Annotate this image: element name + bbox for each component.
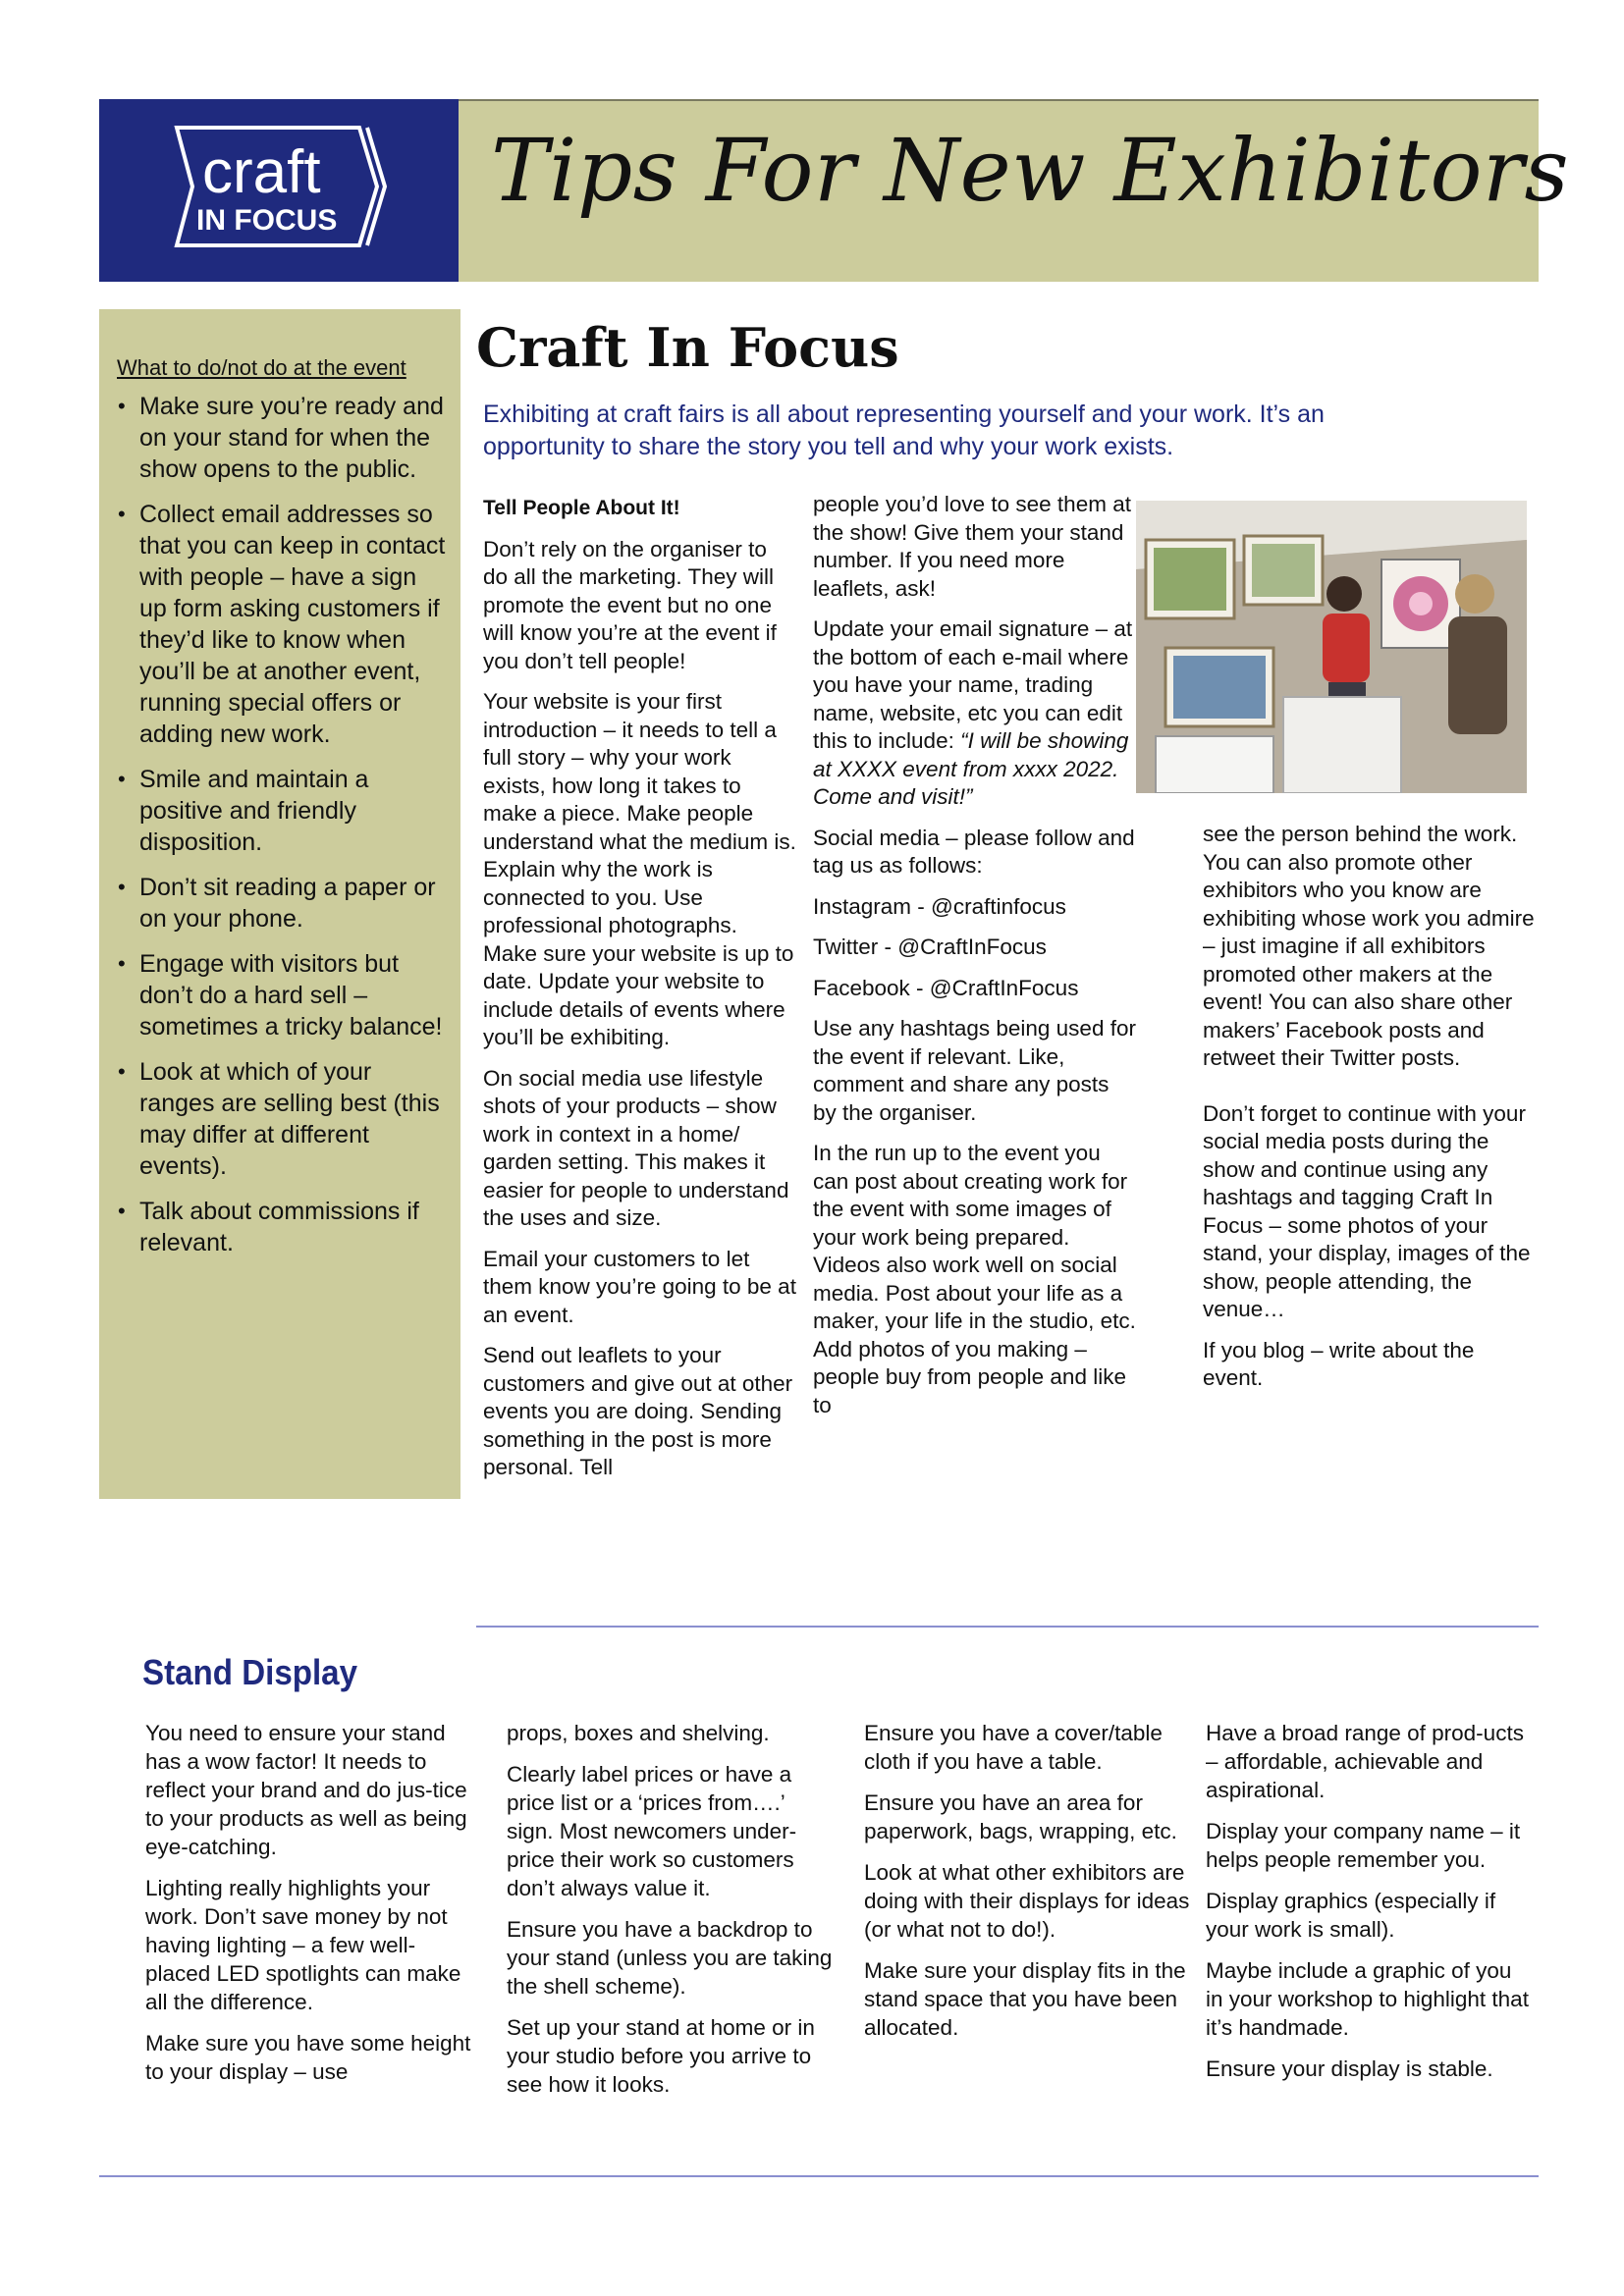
paragraph: Use any hashtags being used for the event if relevant. Like, comment and share any posts by the organiser. xyxy=(813,1016,1136,1125)
paragraph: You need to ensure your stand has a wow factor! It needs to reflect your brand and do jus-tice to your products as well as being eye-catching. xyxy=(145,1721,467,1859)
article-column-2 xyxy=(813,491,1137,1432)
paragraph: Ensure you have a backdrop to your stand (unless you are taking the shell scheme). xyxy=(507,1917,833,1999)
twitter-handle: Twitter - @CraftInFocus xyxy=(813,934,1047,959)
signature-example: “I will be showing at XXXX event from xxxx 2022. Come and visit!” xyxy=(813,728,1129,809)
paragraph: Ensure you have a cover/table cloth if you have a table. xyxy=(864,1721,1163,1774)
article-intro: Exhibiting at craft fairs is all about representing yourself and your work. It’s an opportunity to share the story you tell and why your work exists. xyxy=(483,400,1325,460)
paragraph: props, boxes and shelving. xyxy=(507,1721,770,1745)
article-column-1 xyxy=(483,495,797,1495)
top-divider xyxy=(459,99,1539,101)
paragraph: If you blog – write about the event. xyxy=(1203,1337,1475,1390)
sidebar-tip: • Look at which of your ranges are selling best (this may differ at different events). xyxy=(116,1056,446,1182)
email-signature-paragraph xyxy=(813,615,1137,812)
paragraph: Don’t forget to continue with your social media posts during the show and continue using any hashtags and tagging Craft In Focus – some photos of your stand, your display, images of the show, people attending, the venue… xyxy=(1203,1100,1531,1321)
stand-column-3 xyxy=(864,1719,1193,2055)
sidebar-tip: • Make sure you’re ready and on your stand for when the show opens to the public. xyxy=(116,391,446,485)
paragraph: Display your company name – it helps people remember you. xyxy=(1206,1819,1521,1872)
instagram-handle: Instagram - @craftinfocus xyxy=(813,893,1066,919)
footer-divider xyxy=(99,2175,1539,2177)
article-column-3 xyxy=(1203,821,1537,1406)
craft-in-focus-logo xyxy=(167,120,391,253)
stand-column-4 xyxy=(1206,1719,1535,2096)
stand-display-heading: Stand Display xyxy=(142,1652,358,1692)
section-divider xyxy=(476,1626,1539,1628)
paragraph: Clearly label prices or have a price list or a ‘prices from….’ sign. Most newcomers under-price their work so customers don’t always value it. xyxy=(507,1762,797,1900)
paragraph: Maybe include a graphic of you in your workshop to highlight that it’s handmade. xyxy=(1206,1958,1529,2040)
stand-column-1 xyxy=(145,1719,474,2099)
article-heading: Craft In Focus xyxy=(476,316,899,379)
paragraph: Display graphics (especially if your work is small). xyxy=(1206,1889,1496,1942)
paragraph: Don’t rely on the organiser to do all the marketing. They will promote the event but no one will know you’re at the event if you don’t tell people! xyxy=(483,536,777,673)
paragraph: Make sure your display fits in the stand space that you have been allocated. xyxy=(864,1958,1186,2040)
stand-column-2 xyxy=(507,1719,836,2111)
logo-text-in-focus: IN FOCUS xyxy=(196,204,338,237)
article-subheading: Tell People About It! xyxy=(483,497,680,519)
paragraph: Ensure your display is stable. xyxy=(1206,2056,1493,2081)
sidebar-tip: • Don’t sit reading a paper or on your phone. xyxy=(116,872,446,934)
paragraph-text: Update your email signature – at the bottom of each e-mail where you have your name, trading name, website, etc you can edit this to include: xyxy=(813,616,1133,753)
sidebar-tip: • Smile and maintain a positive and friendly disposition. xyxy=(116,764,446,858)
exhibition-photo xyxy=(1136,501,1527,793)
paragraph: Look at what other exhibitors are doing with their displays for ideas (or what not to do!). xyxy=(864,1860,1190,1942)
paragraph: see the person behind the work. You can also promote other exhibitors who you know are exhibiting whose work you admire – just imagine if all exhibitors promoted other makers at the event! You can also share other makers’ Facebook posts and retweet their Twitter posts. xyxy=(1203,822,1535,1070)
sidebar-tip: • Engage with visitors but don’t do a hard sell – sometimes a tricky balance! xyxy=(116,948,446,1042)
logo-text-craft: craft xyxy=(202,138,321,206)
paragraph: Send out leaflets to your customers and give out at other events you are doing. Sending something in the post is more personal. Tell xyxy=(483,1343,793,1479)
sidebar-tip: • Collect email addresses so that you can keep in contact with people – have a sign up form asking customers if they’d like to know when you’ll be at another event, running special offers or adding new work. xyxy=(116,499,446,750)
facebook-handle: Facebook - @CraftInFocus xyxy=(813,975,1079,1000)
page-title: Tips For New Exhibitors xyxy=(491,120,1570,221)
paragraph: Set up your stand at home or in your studio before you arrive to see how it looks. xyxy=(507,2015,815,2097)
paragraph: Have a broad range of prod-ucts – affordable, achievable and aspirational. xyxy=(1206,1721,1524,1802)
paragraph: Ensure you have an area for paperwork, bags, wrapping, etc. xyxy=(864,1790,1177,1843)
sidebar-tip: • Talk about commissions if relevant. xyxy=(116,1196,446,1258)
paragraph: Lighting really highlights your work. Don’t save money by not having lighting – a few well-placed LED spotlights can make all the difference. xyxy=(145,1876,461,2014)
sidebar-heading: What to do/not do at the event xyxy=(117,355,406,380)
paragraph: Your website is your first introduction – it needs to tell a full story – why your work exists, how long it takes to make a piece. Make people understand what the medium is. Explain why the work is connected to you. Use professional photographs. Make sure your website is up to date. Update your website to include details of events where you’ll be exhibiting. xyxy=(483,689,796,1049)
sidebar-tips-list xyxy=(116,391,446,1272)
paragraph: In the run up to the event you can post about creating work for the event with some images of your work being prepared. Videos also work well on social media. Post about your life as a maker, your life in the studio, etc. Add photos of you making – people buy from people and like to xyxy=(813,1141,1136,1417)
paragraph: Make sure you have some height to your display – use xyxy=(145,2031,471,2084)
paragraph: Email your customers to let them know you’re going to be at an event. xyxy=(483,1246,796,1327)
paragraph: Social media – please follow and tag us as follows: xyxy=(813,825,1135,878)
paragraph: On social media use lifestyle shots of your products – show work in context in a home/ garden setting. This makes it easier for people to understand the uses and size. xyxy=(483,1065,789,1230)
paragraph: people you’d love to see them at the show! Give them your stand number. If you need more leaflets, ask! xyxy=(813,492,1131,601)
